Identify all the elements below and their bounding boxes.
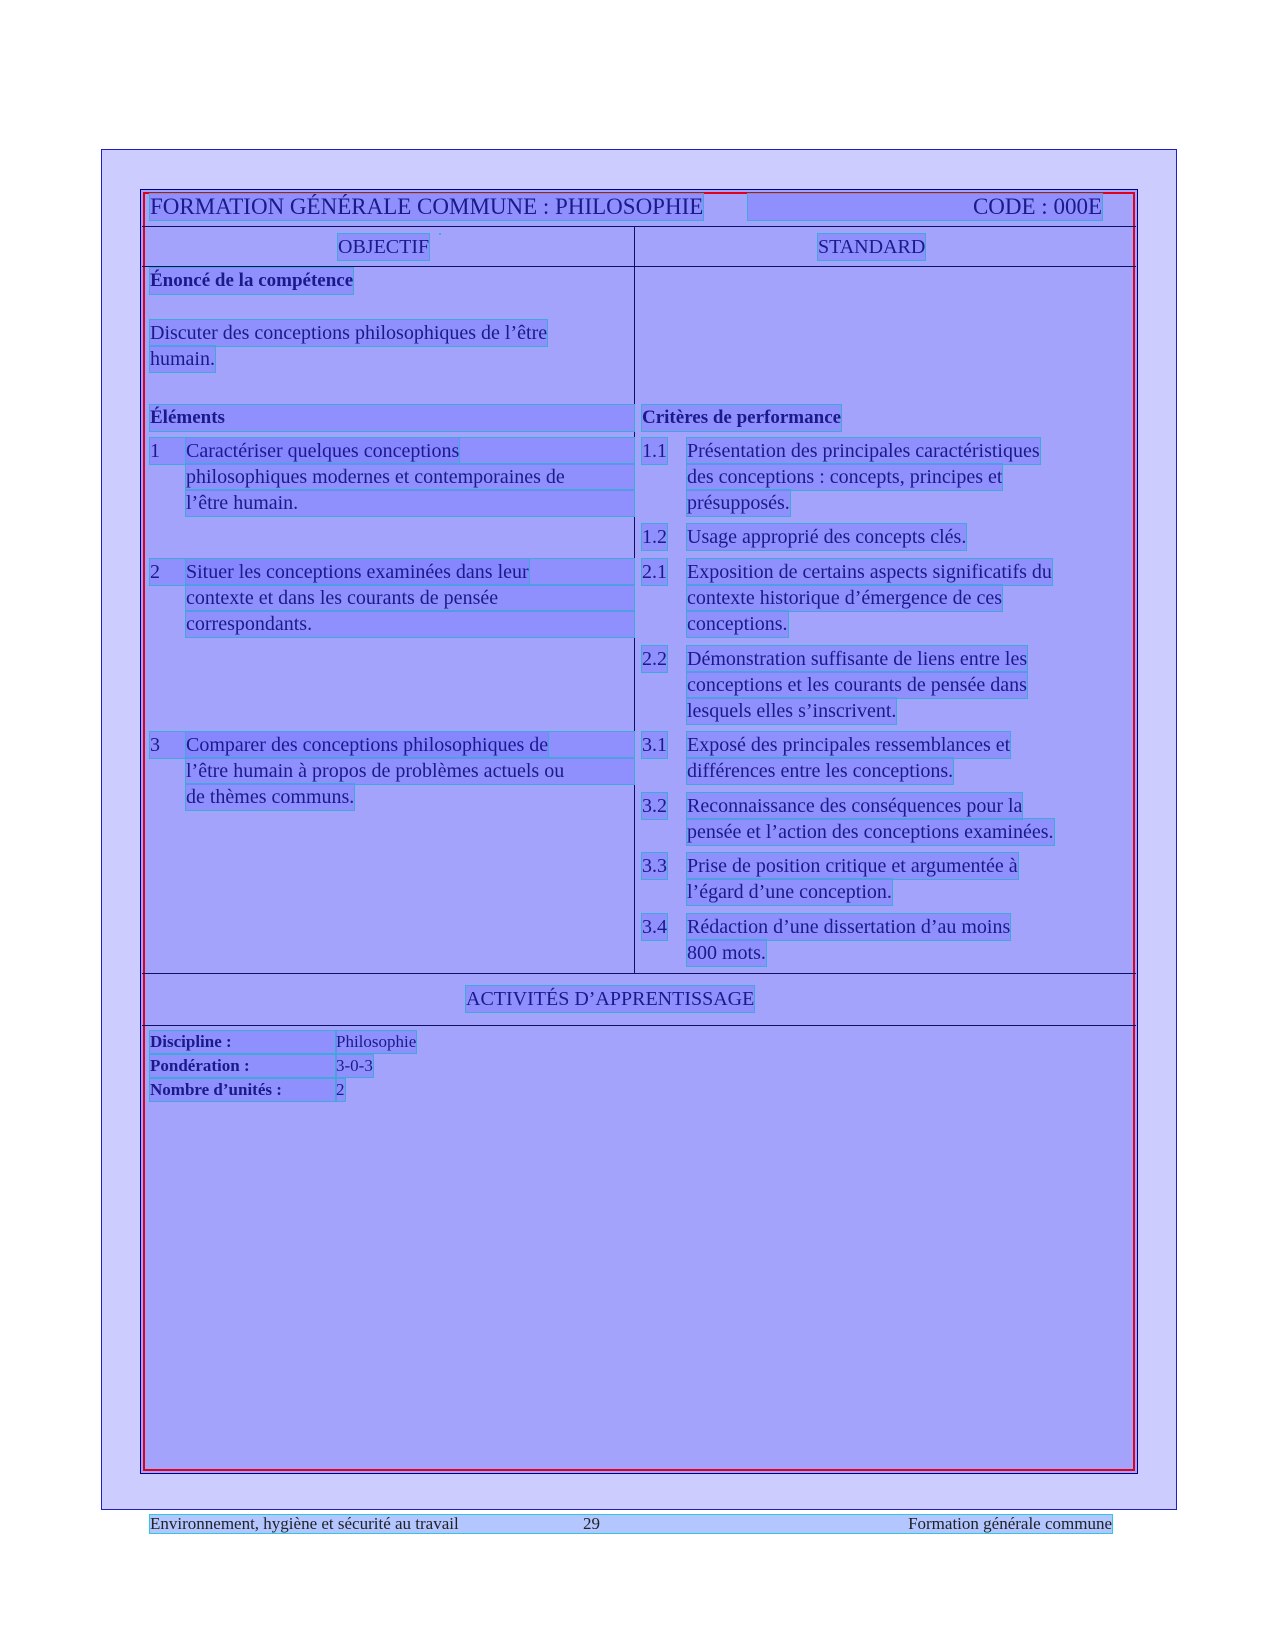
criterion-line: Démonstration suffisante de liens entre les <box>687 648 1028 670</box>
criterion-number: 2.1 <box>642 561 667 583</box>
element-line: contexte et dans les courants de pensée <box>186 585 634 611</box>
competence-heading: Énoncé de la compétence <box>150 268 353 294</box>
criterion-line: conceptions. <box>687 613 788 635</box>
element-number: 1 <box>150 438 634 464</box>
element-line: philosophiques modernes et contemporaines de <box>186 464 634 490</box>
rule-columns <box>142 266 1136 267</box>
criterion-line: présupposés. <box>687 492 790 514</box>
element-line: l’être humain. <box>186 490 634 516</box>
criterion-line: Usage approprié des concepts clés. <box>687 526 967 548</box>
element-line: Situer les conceptions examinées dans leur <box>186 561 529 583</box>
competence-line: Discuter des conceptions philosophiques de l’être <box>150 322 548 344</box>
criterion-line: pensée et l’action des conceptions examinées. <box>687 821 1054 843</box>
form-title: FORMATION GÉNÉRALE COMMUNE : PHILOSOPHIE <box>150 194 704 219</box>
criterion-number: 1.1 <box>642 440 667 462</box>
column-standard: STANDARD <box>818 236 926 258</box>
criterion-line: Exposition de certains aspects significatifs du <box>687 561 1052 583</box>
element-line: de thèmes communs. <box>186 786 355 808</box>
criterion-number: 3.3 <box>642 855 667 877</box>
units-value: 2 <box>336 1080 345 1099</box>
element-number: 3 <box>150 732 634 758</box>
rule-activities-bottom <box>142 1025 1136 1026</box>
rule-activities-top <box>142 973 1136 974</box>
criterion-number: 3.2 <box>642 795 667 817</box>
element-line: Comparer des conceptions philosophiques de <box>186 734 549 756</box>
element-line: Caractériser quelques conceptions <box>186 440 460 462</box>
page-number: 29 <box>583 1514 600 1533</box>
criteria-heading: Critères de performance <box>642 405 841 431</box>
criterion-number: 1.2 <box>642 526 667 548</box>
criterion-line: Rédaction d’une dissertation d’au moins <box>687 916 1011 938</box>
column-divider <box>634 226 635 973</box>
units-label: Nombre d’unités : <box>150 1079 336 1101</box>
form-code: CODE : 000E <box>748 194 1102 220</box>
criterion-line: différences entre les conceptions. <box>687 760 954 782</box>
elements-heading: Éléments <box>150 405 634 431</box>
competence-line: humain. <box>150 348 215 370</box>
criterion-number: 2.2 <box>642 648 667 670</box>
discipline-label: Discipline : <box>150 1031 336 1053</box>
footer-left: Environnement, hygiène et sécurité au travail <box>150 1514 459 1533</box>
element-line: l’être humain à propos de problèmes actuels ou <box>186 758 634 784</box>
criterion-line: Prise de position critique et argumentée à <box>687 855 1018 877</box>
criterion-number: 3.4 <box>642 916 667 938</box>
criterion-line: des conceptions : concepts, principes et <box>687 466 1003 488</box>
criterion-line: Reconnaissance des conséquences pour la <box>687 795 1023 817</box>
footer-right: Formation générale commune <box>908 1514 1112 1533</box>
activities-heading: ACTIVITÉS D’APPRENTISSAGE <box>466 988 755 1010</box>
criterion-line: Exposé des principales ressemblances et <box>687 734 1011 756</box>
criterion-line: 800 mots. <box>687 942 766 964</box>
criterion-line: l’égard d’une conception. <box>687 881 892 903</box>
ponderation-label: Pondération : <box>150 1055 336 1077</box>
criterion-number: 3.1 <box>642 734 667 756</box>
criterion-line: conceptions et les courants de pensée dans <box>687 674 1027 696</box>
element-number: 2 <box>150 559 634 585</box>
criterion-line: lesquels elles s’inscrivent. <box>687 700 897 722</box>
column-objectif: OBJECTIF <box>338 236 430 258</box>
criterion-line: contexte historique d’émergence de ces <box>687 587 1003 609</box>
element-line: correspondants. <box>186 611 634 637</box>
criterion-line: Présentation des principales caractéristiques <box>687 440 1040 462</box>
ponderation-value: 3-0-3 <box>336 1056 373 1075</box>
discipline-value: Philosophie <box>336 1032 417 1051</box>
rule-header <box>142 226 1136 227</box>
